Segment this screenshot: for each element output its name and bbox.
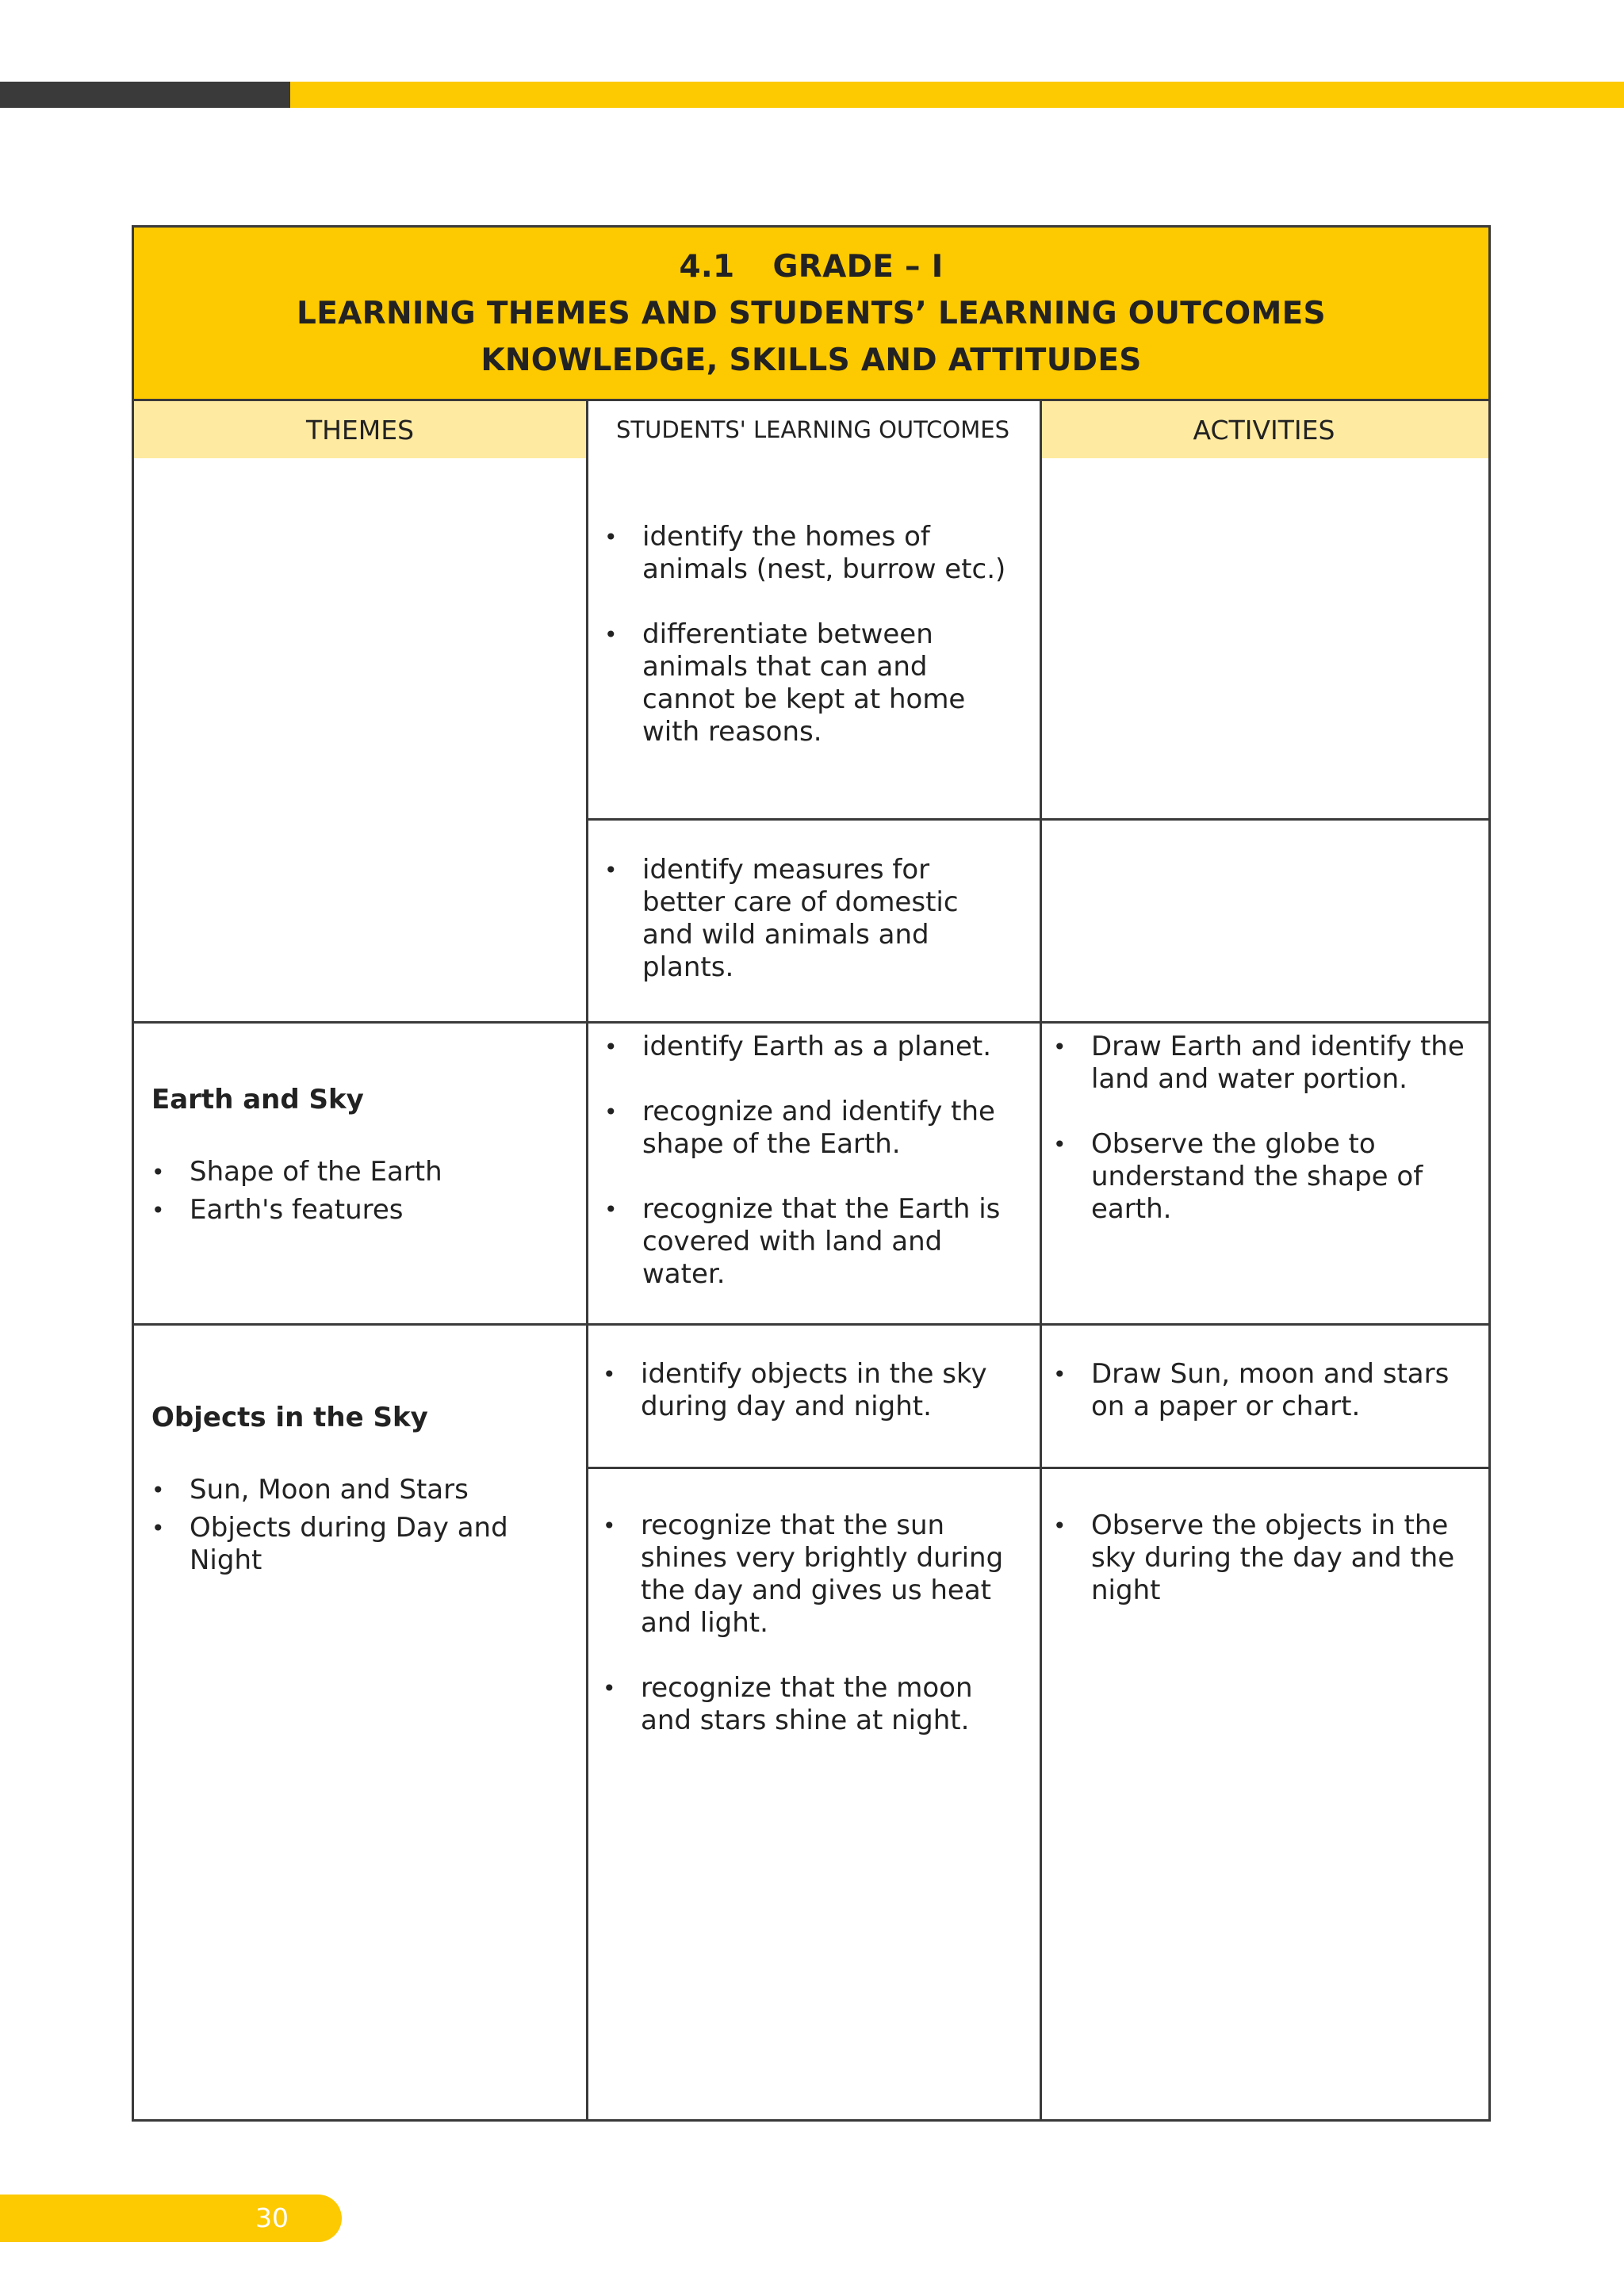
list-item: • Observe the objects in the sky during the day and the night <box>1053 1510 1473 1607</box>
column-header-themes: THEMES <box>134 401 586 458</box>
table-title-banner <box>134 228 1488 401</box>
list-item: • Draw Earth and identify the land and water portion. <box>1053 1031 1473 1096</box>
sky-activities-cell-b <box>1053 1510 1473 1607</box>
list-item: • identify the homes of animals (nest, burrow etc.) <box>604 521 1017 586</box>
row-divider-earth <box>134 1021 1491 1024</box>
earth-theme-title: Earth and Sky <box>151 1084 364 1115</box>
grade-heading <box>679 243 943 290</box>
column-divider-2 <box>1040 401 1042 2119</box>
list-item: • recognize and identify the shape of the Earth. <box>604 1096 1025 1161</box>
list-item: • Observe the globe to understand the shape of earth. <box>1053 1128 1473 1226</box>
animals-outcomes-cell-b <box>604 854 1017 984</box>
sky-activities-cell-a <box>1053 1358 1473 1423</box>
row-divider-animals <box>586 818 1491 821</box>
column-header-outcomes: STUDENTS' LEARNING OUTCOMES <box>586 401 1040 458</box>
list-item: • identify measures for better care of domestic and wild animals and plants. <box>604 854 1017 984</box>
earth-theme-cell <box>151 1084 572 1226</box>
column-header-activities: ACTIVITIES <box>1040 401 1488 458</box>
earth-activities-cell <box>1053 1031 1473 1226</box>
sky-theme-title: Objects in the Sky <box>151 1402 428 1433</box>
list-item: • identify objects in the sky during day and night. <box>603 1358 1031 1423</box>
column-divider-1 <box>586 401 588 2119</box>
top-bar-dark-segment <box>0 82 290 108</box>
list-item: • differentiate between animals that can and cannot be kept at home with reasons. <box>604 618 1017 748</box>
title-line-2: LEARNING THEMES AND STUDENTS’ LEARNING OUTCOMES <box>297 295 1326 331</box>
row-divider-sky-sub <box>586 1467 1491 1469</box>
list-item: • Draw Sun, moon and stars on a paper or chart. <box>1053 1358 1473 1423</box>
grade-number: 4.1 <box>679 248 735 285</box>
page-number: 30 <box>255 2202 289 2233</box>
sky-theme-cell <box>151 1402 572 1577</box>
top-bar-yellow-segment <box>290 82 1624 108</box>
list-item: • Sun, Moon and Stars <box>151 1474 572 1506</box>
grade-label: GRADE – I <box>772 248 944 285</box>
list-item: • recognize that the moon and stars shine at night. <box>603 1672 1023 1737</box>
list-item: • Objects during Day and Night <box>151 1512 572 1577</box>
list-item: • recognize that the sun shines very brightly during the day and gives us heat and light. <box>603 1510 1023 1640</box>
row-divider-sky <box>134 1323 1491 1326</box>
list-item: • Shape of the Earth <box>151 1156 572 1188</box>
list-item: • Earth's features <box>151 1194 572 1226</box>
sky-outcomes-cell-b <box>603 1510 1023 1737</box>
title-line-3: KNOWLEDGE, SKILLS AND ATTITUDES <box>481 342 1142 378</box>
page-number-badge <box>0 2195 342 2242</box>
list-item: • identify Earth as a planet. <box>604 1031 1025 1063</box>
sky-outcomes-cell-a <box>603 1358 1031 1423</box>
animals-outcomes-cell-a <box>604 521 1017 748</box>
outcomes-table <box>132 225 1491 2122</box>
list-item: • recognize that the Earth is covered with land and water. <box>604 1193 1025 1291</box>
earth-outcomes-cell <box>604 1031 1025 1291</box>
